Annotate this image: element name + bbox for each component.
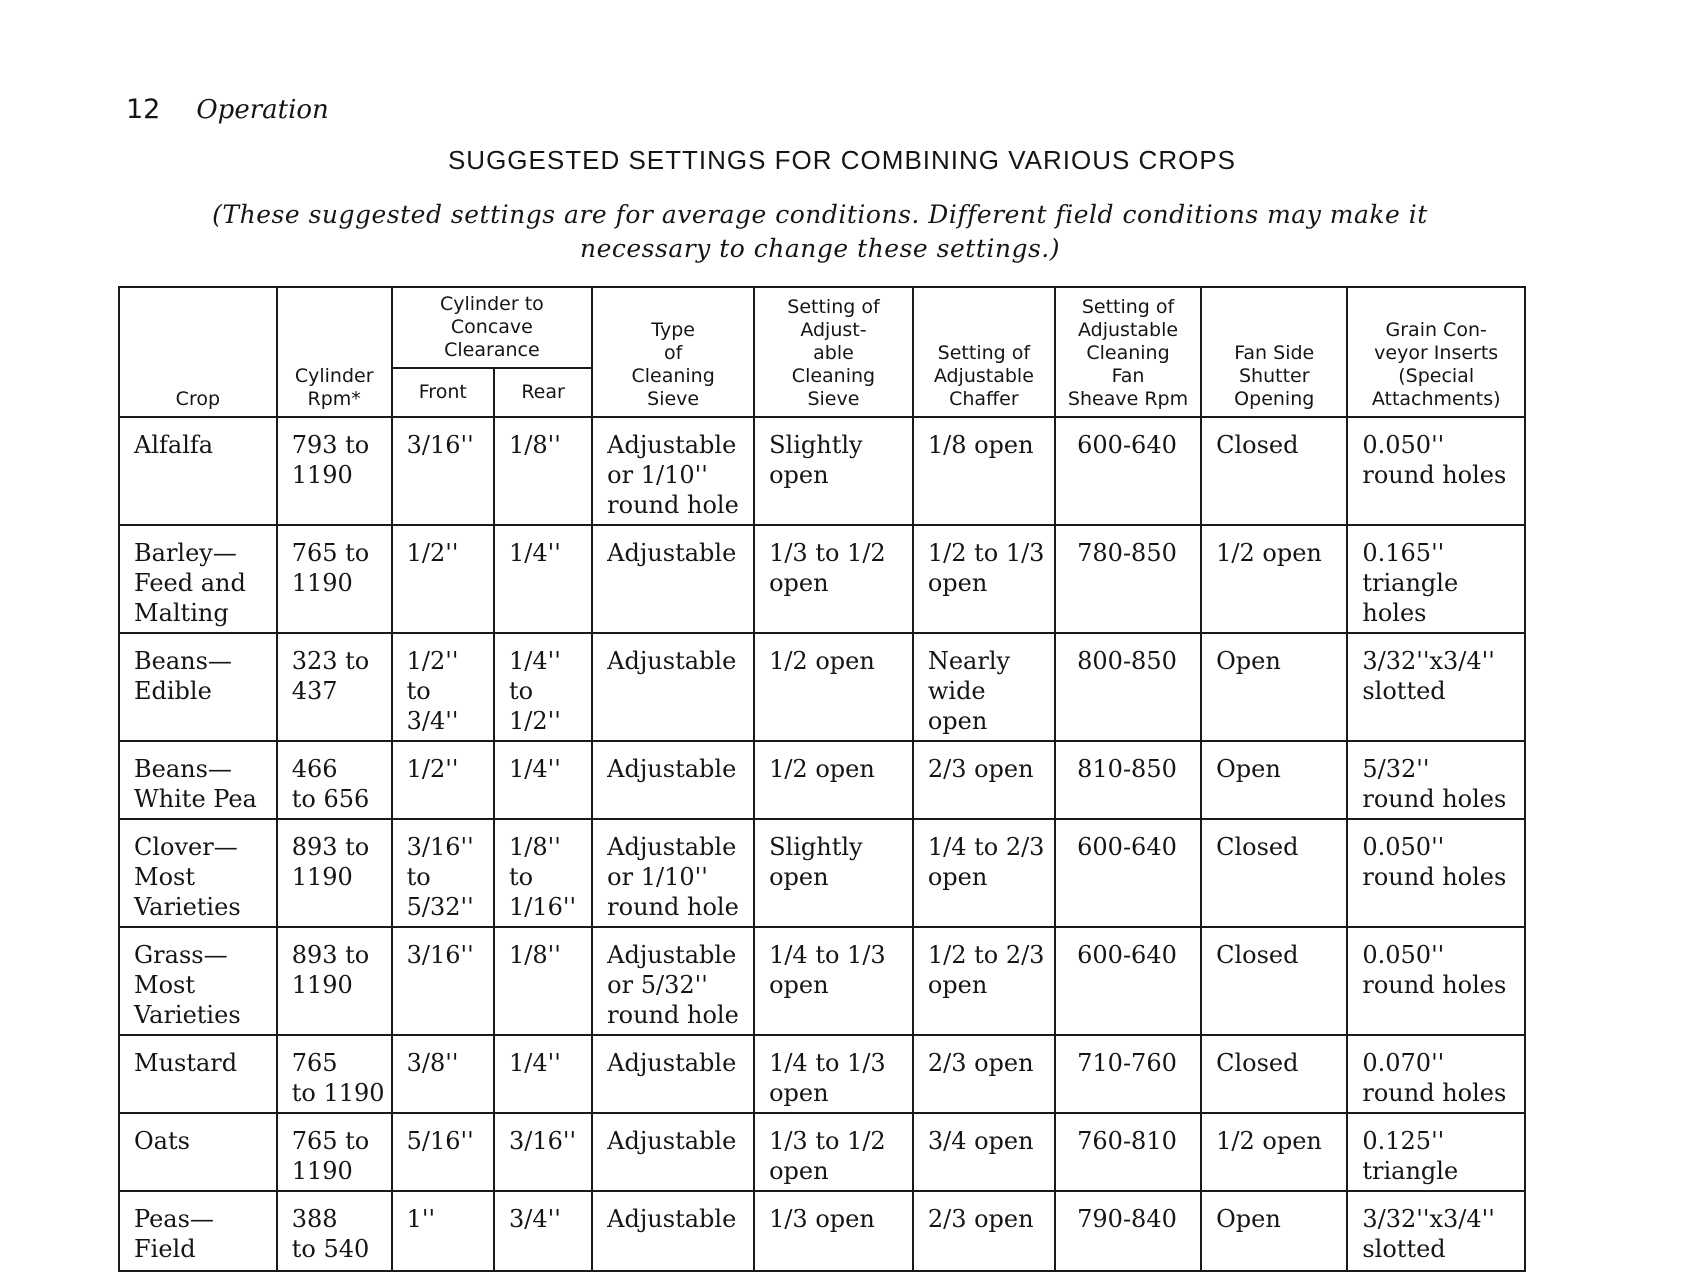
- cell-sieve-setting: 1/2 open: [754, 633, 913, 741]
- cell-rear: 1/4'' to 1/2'': [494, 633, 592, 741]
- cell-chaffer: 1/2 to 2/3 open: [913, 927, 1055, 1035]
- cell-shutter: Closed: [1201, 927, 1347, 1035]
- cell-inserts: 5/32'' round holes: [1347, 741, 1525, 819]
- page-header: [126, 94, 329, 125]
- cell-shutter: 1/2 open: [1201, 525, 1347, 633]
- cell-rear: 1/8'': [494, 927, 592, 1035]
- table-row: [119, 417, 1525, 525]
- cell-chaffer: 2/3 open: [913, 1035, 1055, 1113]
- cell-shutter: 1/2 open: [1201, 1113, 1347, 1191]
- cell-rear: 1/8'' to 1/16'': [494, 819, 592, 927]
- cell-inserts: 0.165'' triangle holes: [1347, 525, 1525, 633]
- header-cylinder-rpm: Cylinder Rpm*: [277, 287, 392, 417]
- cell-shutter: Open: [1201, 633, 1347, 741]
- cell-shutter: Open: [1201, 741, 1347, 819]
- cell-shutter: Closed: [1201, 417, 1347, 525]
- cell-fan: 800-850: [1055, 633, 1201, 741]
- cell-rear: 3/16'': [494, 1113, 592, 1191]
- cell-front: 3/16'': [392, 417, 494, 525]
- cell-rear: 1/4'': [494, 741, 592, 819]
- cell-sieve-type: Adjustable or 1/10'' round hole: [592, 417, 754, 525]
- cell-inserts: 0.125'' triangle: [1347, 1113, 1525, 1191]
- cell-sieve-setting: 1/3 to 1/2 open: [754, 525, 913, 633]
- cell-shutter: Closed: [1201, 1035, 1347, 1113]
- header-clearance-group: Cylinder to Concave Clearance: [392, 287, 593, 368]
- table-row: [119, 927, 1525, 1035]
- cell-front: 5/16'': [392, 1113, 494, 1191]
- header-sieve-setting: Setting of Adjust- able Cleaning Sieve: [754, 287, 913, 417]
- header-chaffer: Setting of Adjustable Chaffer: [913, 287, 1055, 417]
- cell-rpm: 765 to 1190: [277, 525, 392, 633]
- cell-chaffer: 3/4 open: [913, 1113, 1055, 1191]
- cell-inserts: 0.050'' round holes: [1347, 819, 1525, 927]
- cell-sieve-type: Adjustable: [592, 1113, 754, 1191]
- header-rear: Rear: [494, 368, 592, 417]
- cell-chaffer: 1/2 to 1/3 open: [913, 525, 1055, 633]
- cell-inserts: 3/32''x3/4'' slotted: [1347, 1191, 1525, 1271]
- cell-rpm: 893 to 1190: [277, 927, 392, 1035]
- header-sieve-type: Type of Cleaning Sieve: [592, 287, 754, 417]
- cell-sieve-type: Adjustable: [592, 525, 754, 633]
- table-row: [119, 525, 1525, 633]
- cell-crop: Clover— Most Varieties: [119, 819, 277, 927]
- cell-crop: Beans— White Pea: [119, 741, 277, 819]
- cell-rear: 1/8'': [494, 417, 592, 525]
- settings-table: [118, 286, 1526, 1272]
- cell-sieve-type: Adjustable or 1/10'' round hole: [592, 819, 754, 927]
- cell-sieve-type: Adjustable: [592, 633, 754, 741]
- cell-crop: Mustard: [119, 1035, 277, 1113]
- header-row: [119, 287, 1525, 368]
- cell-sieve-setting: 1/3 to 1/2 open: [754, 1113, 913, 1191]
- cell-fan: 600-640: [1055, 819, 1201, 927]
- cell-sieve-setting: 1/4 to 1/3 open: [754, 1035, 913, 1113]
- table-row: [119, 1191, 1525, 1271]
- header-shutter: Fan Side Shutter Opening: [1201, 287, 1347, 417]
- cell-sieve-type: Adjustable: [592, 741, 754, 819]
- cell-rpm: 323 to 437: [277, 633, 392, 741]
- cell-inserts: 0.050'' round holes: [1347, 927, 1525, 1035]
- table-note: (These suggested settings are for average conditions. Different field conditions may make it necessary to change these settings.): [212, 200, 1428, 263]
- cell-shutter: Open: [1201, 1191, 1347, 1271]
- header-inserts: Grain Con- veyor Inserts (Special Attachments): [1347, 287, 1525, 417]
- cell-front: 3/16'': [392, 927, 494, 1035]
- table-row: [119, 1035, 1525, 1113]
- cell-chaffer: 2/3 open: [913, 1191, 1055, 1271]
- cell-inserts: 0.050'' round holes: [1347, 417, 1525, 525]
- cell-rear: 3/4'': [494, 1191, 592, 1271]
- cell-sieve-type: Adjustable: [592, 1035, 754, 1113]
- cell-crop: Alfalfa: [119, 417, 277, 525]
- cell-rpm: 466 to 656: [277, 741, 392, 819]
- cell-front: 1/2'': [392, 525, 494, 633]
- cell-shutter: Closed: [1201, 819, 1347, 927]
- section-title: Operation: [196, 95, 329, 125]
- cell-sieve-setting: Slightly open: [754, 819, 913, 927]
- cell-crop: Beans— Edible: [119, 633, 277, 741]
- cell-sieve-setting: 1/3 open: [754, 1191, 913, 1271]
- table-title: SUGGESTED SETTINGS FOR COMBINING VARIOUS CROPS: [447, 145, 1237, 175]
- cell-fan: 760-810: [1055, 1113, 1201, 1191]
- cell-front: 3/16'' to 5/32'': [392, 819, 494, 927]
- cell-sieve-type: Adjustable: [592, 1191, 754, 1271]
- cell-chaffer: Nearly wide open: [913, 633, 1055, 741]
- cell-rear: 1/4'': [494, 525, 592, 633]
- cell-chaffer: 1/4 to 2/3 open: [913, 819, 1055, 927]
- cell-rpm: 893 to 1190: [277, 819, 392, 927]
- cell-front: 1/2'' to 3/4'': [392, 633, 494, 741]
- cell-chaffer: 2/3 open: [913, 741, 1055, 819]
- cell-rpm: 793 to 1190: [277, 417, 392, 525]
- cell-fan: 790-840: [1055, 1191, 1201, 1271]
- cell-rear: 1/4'': [494, 1035, 592, 1113]
- cell-front: 1'': [392, 1191, 494, 1271]
- header-crop: Crop: [119, 287, 277, 417]
- cell-front: 1/2'': [392, 741, 494, 819]
- table-row: [119, 633, 1525, 741]
- cell-sieve-type: Adjustable or 5/32'' round hole: [592, 927, 754, 1035]
- cell-rpm: 765 to 1190: [277, 1113, 392, 1191]
- table-row: [119, 741, 1525, 819]
- header-front: Front: [392, 368, 494, 417]
- cell-crop: Grass— Most Varieties: [119, 927, 277, 1035]
- cell-crop: Oats: [119, 1113, 277, 1191]
- cell-rpm: 388 to 540: [277, 1191, 392, 1271]
- cell-inserts: 3/32''x3/4'' slotted: [1347, 633, 1525, 741]
- cell-fan: 600-640: [1055, 927, 1201, 1035]
- cell-sieve-setting: 1/2 open: [754, 741, 913, 819]
- cell-fan: 780-850: [1055, 525, 1201, 633]
- cell-sieve-setting: Slightly open: [754, 417, 913, 525]
- table-row: [119, 1113, 1525, 1191]
- cell-fan: 600-640: [1055, 417, 1201, 525]
- cell-crop: Peas— Field: [119, 1191, 277, 1271]
- cell-fan: 710-760: [1055, 1035, 1201, 1113]
- cell-rpm: 765 to 1190: [277, 1035, 392, 1113]
- cell-inserts: 0.070'' round holes: [1347, 1035, 1525, 1113]
- cell-sieve-setting: 1/4 to 1/3 open: [754, 927, 913, 1035]
- cell-chaffer: 1/8 open: [913, 417, 1055, 525]
- cell-crop: Barley— Feed and Malting: [119, 525, 277, 633]
- table-row: [119, 819, 1525, 927]
- cell-front: 3/8'': [392, 1035, 494, 1113]
- header-fan-sheave: Setting of Adjustable Cleaning Fan Sheave Rpm: [1055, 287, 1201, 417]
- page-number: 12: [126, 94, 161, 125]
- cell-fan: 810-850: [1055, 741, 1201, 819]
